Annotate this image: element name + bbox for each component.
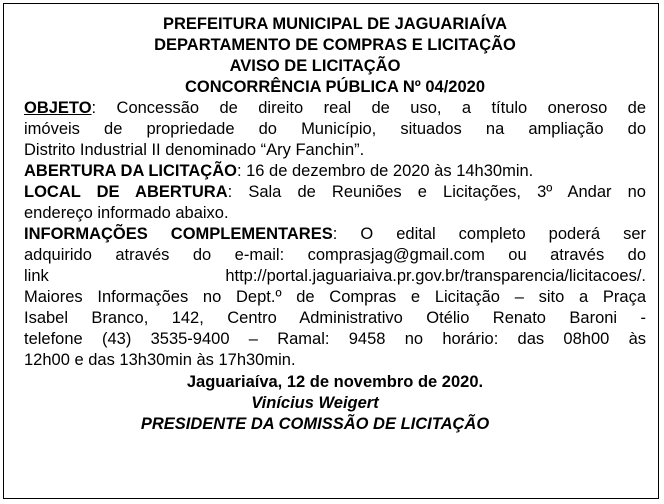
- section-informacoes: [24, 224, 646, 371]
- objeto-label: OBJETO: [24, 99, 92, 117]
- notice-body: [24, 14, 646, 435]
- header-aviso: AVISO DE LICITAÇÃO: [229, 57, 401, 75]
- objeto-text-1: : Concessão de direito real de uso, a título oneroso de: [91, 99, 646, 117]
- informacoes-text-4: Maiores Informações no Dept.º de Compras e Licitação – sito a Praça: [24, 288, 646, 306]
- informacoes-text-7: 12h00 e das 13h30min às 17h30min.: [24, 351, 296, 369]
- header-departamento: DEPARTAMENTO DE COMPRAS E LICITAÇÃO: [154, 36, 516, 54]
- local-text-2: endereço informado abaixo.: [24, 204, 229, 222]
- objeto-text-2: imóveis de propriedade do Município, situados na ampliação do: [24, 120, 646, 138]
- signer-role: PRESIDENTE DA COMISSÃO DE LICITAÇÃO: [140, 415, 490, 433]
- informacoes-text-5: Isabel Branco, 142, Centro Administrativo Otélio Renato Baroni -: [24, 309, 646, 327]
- informacoes-text-1: : O edital completo poderá ser: [332, 225, 646, 243]
- abertura-text: : 16 de dezembro de 2020 às 14h30min.: [236, 162, 534, 180]
- signer-name: Vinícius Weigert: [251, 394, 379, 412]
- informacoes-text-3: link http://portal.jaguariaiva.pr.gov.br/transparencia/licitacoes/.: [24, 267, 646, 285]
- place-date: Jaguariaíva, 12 de novembro de 2020.: [186, 373, 484, 391]
- informacoes-label: INFORMAÇÕES COMPLEMENTARES: [24, 225, 333, 243]
- section-local: [24, 182, 646, 224]
- local-label: LOCAL DE ABERTURA: [24, 183, 228, 201]
- abertura-label: ABERTURA DA LICITAÇÃO: [24, 162, 237, 180]
- informacoes-text-6: telefone (43) 3535-9400 – Ramal: 9458 no horário: das 08h00 às: [24, 330, 646, 348]
- header-prefeitura: PREFEITURA MUNICIPAL DE JAGUARIAÍVA: [162, 15, 508, 33]
- section-objeto: [24, 98, 646, 161]
- local-text-1: : Sala de Reuniões e Licitações, 3º Andar no: [227, 183, 646, 201]
- informacoes-text-2: adquirido através do e-mail: comprasjag@gmail.com ou através do: [24, 246, 646, 264]
- notice-frame: [3, 3, 659, 499]
- objeto-text-3: Distrito Industrial II denominado “Ary Fanchin”.: [24, 141, 365, 159]
- section-abertura: [24, 161, 646, 182]
- header-concorrencia: CONCORRÊNCIA PÚBLICA Nº 04/2020: [184, 78, 486, 96]
